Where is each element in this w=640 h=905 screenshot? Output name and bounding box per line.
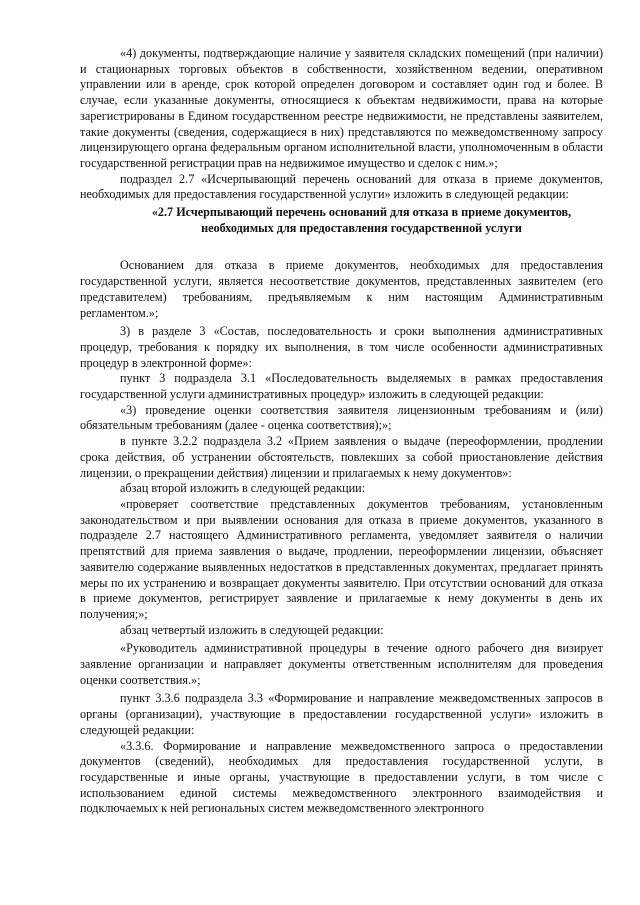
paragraph-second-abzac: абзац второй изложить в следующей редакции: (120, 481, 366, 496)
paragraph-subsection-2-7-edit: подраздел 2.7 «Исчерпывающий перечень оснований для отказа в приеме документов, необходимых для предоставления государственной услуги» изложить в следующей редакции: (80, 171, 603, 202)
paragraph-point-3-2-2: в пункте 3.2.2 подраздела 3.2 «Прием заявления о выдаче (переоформлении, продлении срока действия, об устранении обстоятельств, повлекших за собой приостановление действия лицензии, о прекращении действия) лицензии и прилагаемых к нему документов»: (80, 434, 603, 480)
paragraph-fourth-abzac: абзац четвертый изложить в следующей редакции: (120, 622, 384, 637)
paragraph-point-3-3-6: пункт 3.3.6 подраздела 3.3 «Формирование и направление межведомственных запросов в органы (организации), участвующие в предоставлении государственной услуги» изложить в следующей редакции: (80, 691, 603, 737)
paragraph-assessment: «3) проведение оценки соответствия заявителя лицензионным требованиям и (или) обязательным требованиям (далее - оценка соответствия);»; (80, 402, 603, 433)
paragraph-interagency-request: «3.3.6. Формирование и направление межведомственного запроса о предоставлении документов (сведений), необходимых для предоставления государственной услуги, в государственные и иные органы, участвующие в предоставлении услуги, в том числе с использованием единой системы межведомственного электронного взаимодействия и подключаемых к ней региональных систем межведомственного электронного (80, 738, 603, 816)
paragraph-item-4-documents: «4) документы, подтверждающие наличие у заявителя складских помещений (при наличии) и стационарных торговых объектов в собственности, хозяйственном ведении, оперативном управлении или в аренде, срок которой определен договором и составляет один год и более. В случае, если указанные документы, относящиеся к объектам недвижимости, права на которые зарегистрированы в Едином государственном реестре недвижимости, не представлены заявителем, такие документы (сведения, содержащиеся в них) представляются по межведомственному запросу лицензирующего органа федеральным органом исполнительной власти, уполномоченным в области государственной регистрации прав на недвижимое имущество и сделок с ним.»; (80, 46, 603, 170)
paragraph-checks-documents: «проверяет соответствие представленных документов требованиям, установленным законодательством и при выявлении основания для отказа в приеме документов, указанного в подразделе 2.7 настоящего Административного регламента, уведомляет заявителя о наличии препятствий для приема заявления о выдаче, продлении, переоформлении лицензии, объясняет заявителю содержание выявленных недостатков в представленных документах, предлагает принять меры по их устранению и возвращает документы заявителю. При отсутствии оснований для отказа в приеме документов, регистрирует заявление и прилагаемые к нему документы в день их получения;»; (80, 496, 603, 621)
paragraph-section-3: 3) в разделе 3 «Состав, последовательность и сроки выполнения административных процедур, требования к порядку их выполнения, в том числе особенности административных процедур в электронной форме»: (80, 324, 603, 370)
section-heading-2-7: «2.7 Исчерпывающий перечень оснований для отказа в приеме документов, необходимых для предоставления государственной услуги (151, 205, 572, 235)
paragraph-refusal-grounds: Основанием для отказа в приеме документов, необходимых для предоставления государственной услуги, является несоответствие документов, представленных заявителем (его представителем) требованиям, предъявляемым к ним настоящим Административным регламентом.»; (80, 258, 603, 320)
paragraph-point-3-1: пункт 3 подраздела 3.1 «Последовательность выделяемых в рамках предоставления государственной услуги административных процедур» изложить в следующей редакции: (80, 371, 603, 402)
paragraph-head-procedure: «Руководитель административной процедуры в течение одного рабочего дня визирует заявление организации и направляет документы ответственным исполнителям для проведения оценки соответствия.»; (80, 641, 603, 687)
